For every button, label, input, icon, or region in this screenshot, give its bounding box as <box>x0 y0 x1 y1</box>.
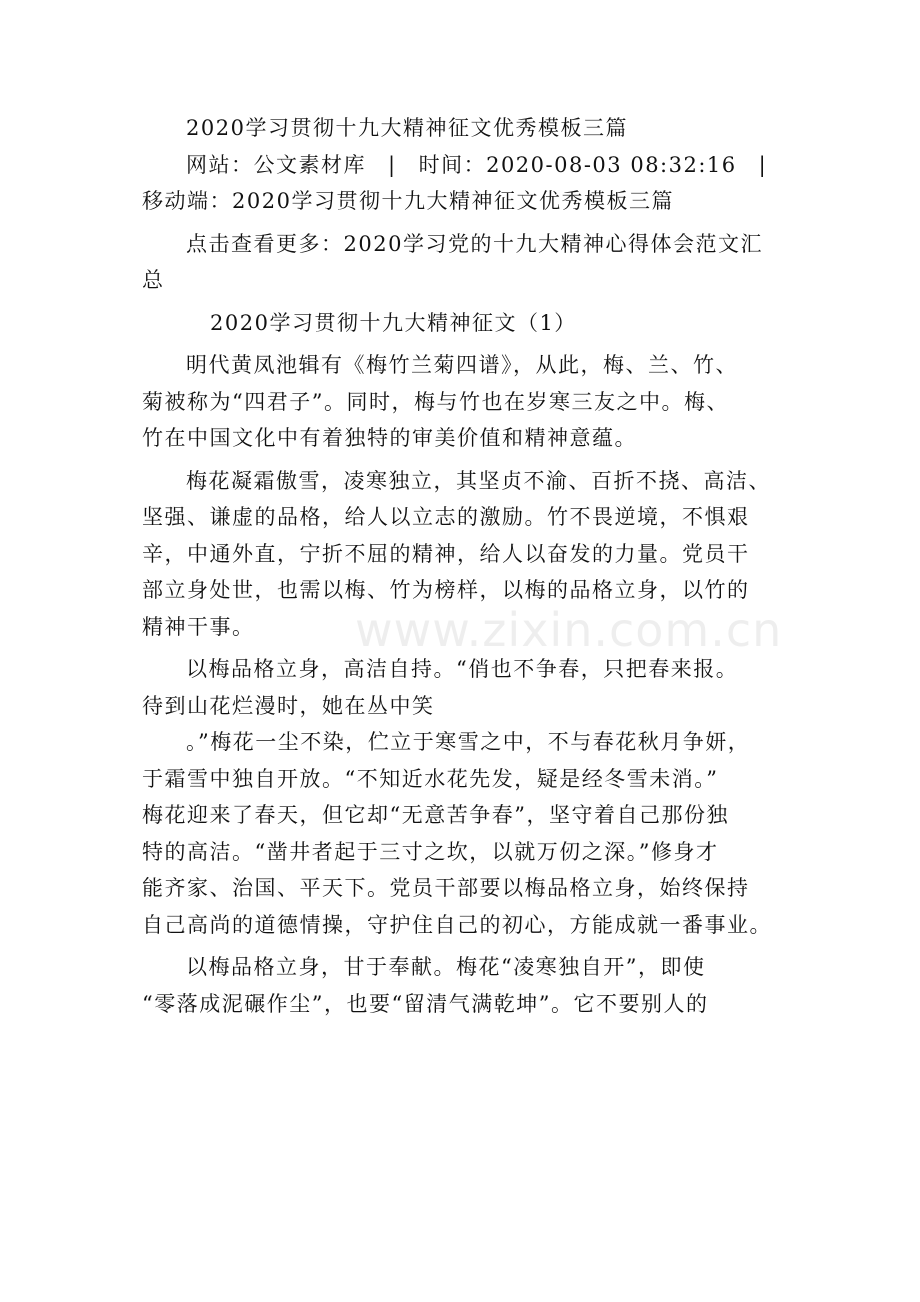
paragraph <box>142 949 802 1022</box>
paragraph-line: 能齐家、治国、平天下。党员干部要以梅品格立身，始终保持 <box>142 876 750 900</box>
paragraph-line: 部立身处世，也需以梅、竹为榜样，以梅的品格立身，以竹的 <box>142 578 750 602</box>
paragraph-line: 以梅品格立身，甘于奉献。梅花“凌寒独自开”，即使 <box>186 955 706 979</box>
document-title: 2020学习贯彻十九大精神征文优秀模板三篇 <box>186 116 628 140</box>
paragraph-line: 明代黄凤池辑有《梅竹兰菊四谱》，从此，梅、兰、竹、 <box>186 353 738 377</box>
document-page <box>142 110 802 1022</box>
paragraph <box>142 651 802 724</box>
section-title: 2020学习贯彻十九大精神征文（1） <box>210 310 577 335</box>
paragraph-line: 精神干事。 <box>142 614 255 639</box>
more-link[interactable]: 点击查看更多：2020学习党的十九大精神心得体会范文汇 <box>186 231 763 256</box>
paragraph-line: 于霜雪中独自开放。“不知近水花先发，疑是经冬雪未消。” <box>142 766 719 791</box>
paragraph <box>142 347 802 457</box>
paragraph-line: 以梅品格立身，高洁自持。“俏也不争春，只把春来报。 <box>186 657 739 681</box>
paragraph-line: 待到山花烂漫时，她在丛中笑 <box>142 693 435 718</box>
mobile-line <box>142 183 802 220</box>
time-label: 时间： <box>418 152 487 177</box>
paragraph-line: 菊被称为“四君子”。同时，梅与竹也在岁寒三友之中。梅、 <box>142 389 729 414</box>
paragraph-line: 辛，中通外直，宁折不屈的精神，给人以奋发的力量。党员干 <box>142 541 750 566</box>
paragraph <box>142 724 802 943</box>
watermark: www.zixin.com.cn <box>355 603 783 657</box>
meta-line <box>142 147 802 184</box>
paragraph-line: 自己高尚的道德情操，守护住自己的初心，方能成就一番事业。 <box>142 912 772 937</box>
paragraph-line: 梅花凝霜傲雪，凌寒独立，其坚贞不渝、百折不挠、高洁、 <box>186 468 771 493</box>
paragraph <box>142 463 802 646</box>
paragraph-line: 。”梅花一尘不染，伫立于寒雪之中，不与春花秋月争妍， <box>186 730 751 754</box>
mobile-label: 移动端： <box>142 189 232 213</box>
paragraph-line: 特的高洁。“凿井者起于三寸之坎，以就万仞之深。”修身才 <box>142 839 719 864</box>
paragraph-line: 梅花迎来了春天，但它却“无意苦争春”，坚守着自己那份独 <box>142 803 729 827</box>
mobile-title-link[interactable]: 2020学习贯彻十九大精神征文优秀模板三篇 <box>232 189 674 213</box>
paragraph-line: “零落成泥碾作尘”，也要“留清气满乾坤”。它不要别人的 <box>142 991 709 1016</box>
site-label: 网站： <box>186 152 254 177</box>
meta-separator: | <box>388 152 397 177</box>
more-link-cont[interactable]: 总 <box>142 268 165 292</box>
meta-separator-2: | <box>758 152 768 177</box>
site-name-link[interactable]: 公文素材库 <box>253 152 366 177</box>
paragraph-line: 竹在中国文化中有着独特的审美价值和精神意蕴。 <box>142 426 637 450</box>
paragraph-line: 坚强、谦虚的品格，给人以立志的激励。竹不畏逆境，不惧艰 <box>142 505 750 529</box>
time-value: 2020-08-03 08:32:16 <box>486 152 737 177</box>
